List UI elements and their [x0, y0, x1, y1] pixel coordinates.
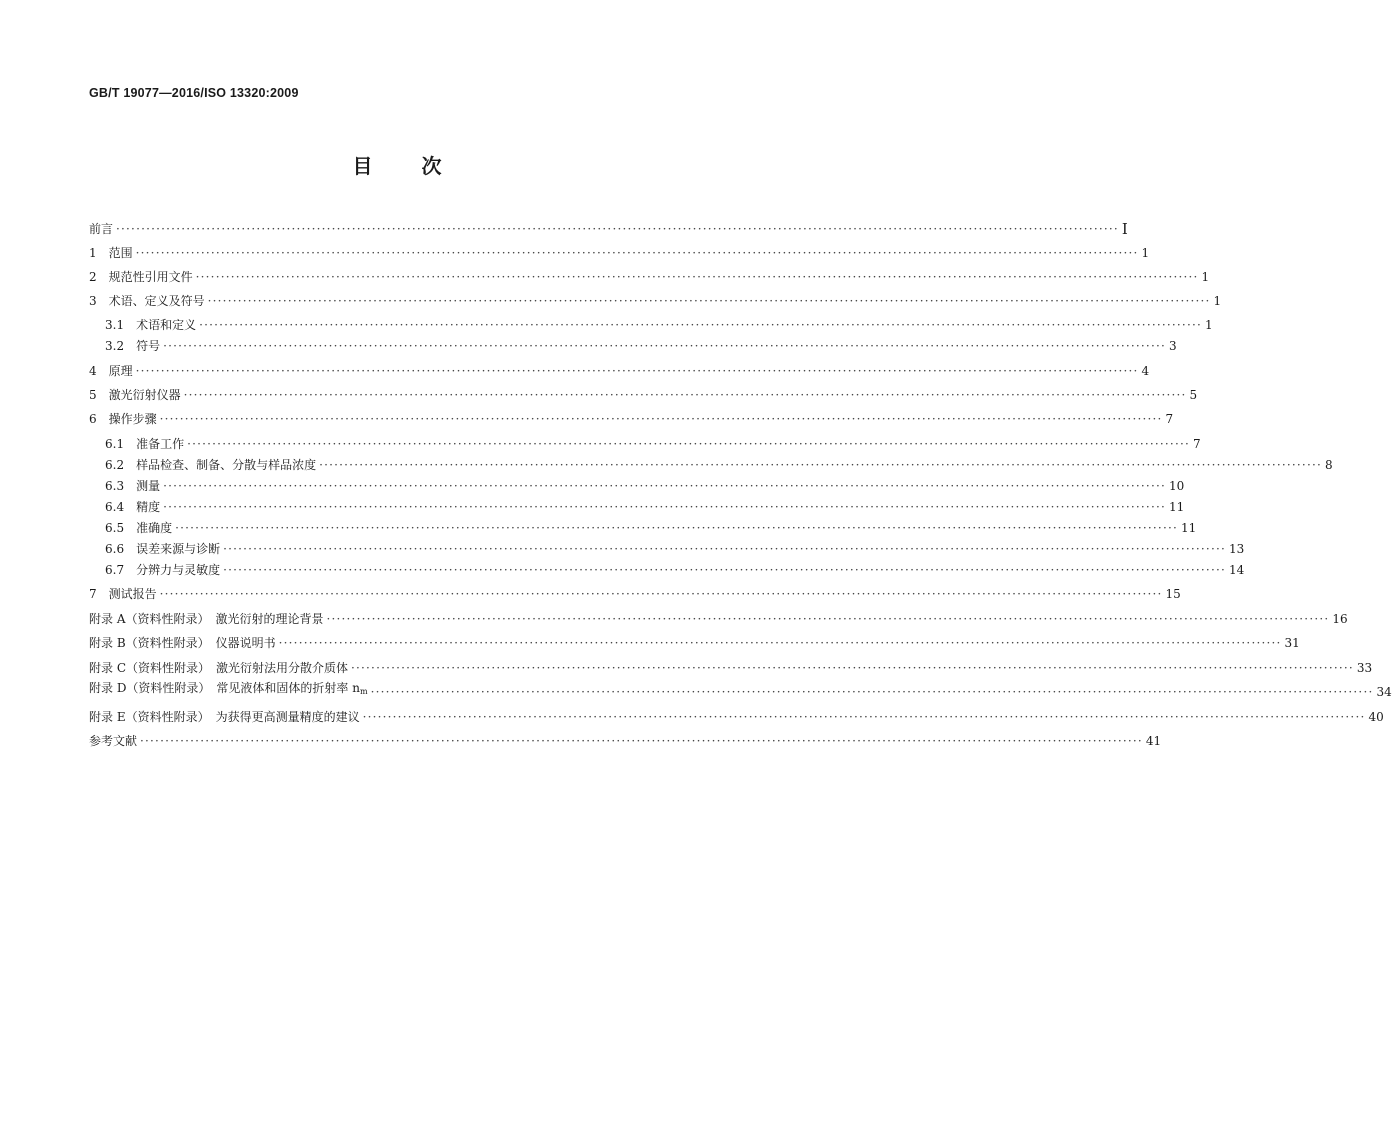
toc-entry-label	[89, 679, 368, 701]
toc-entry-page: 34	[1376, 685, 1392, 699]
toc-entry[interactable]	[89, 386, 1198, 404]
toc-entry-label: 6.2 样品检查、制备、分散与样品浓度	[105, 458, 317, 472]
standard-number: GB/T 19077—2016/ISO 13320:2009	[89, 86, 299, 100]
dot-leader: ········································································································································································································	[163, 339, 1166, 353]
dot-leader: ········································································································································································································	[319, 458, 1322, 472]
toc-entry[interactable]	[89, 244, 1150, 262]
toc-entry-label: 附录 B（资料性附录） 仪器说明书	[89, 636, 276, 650]
toc-entry-label: 3.1 术语和定义	[105, 318, 197, 332]
dot-leader: ········································································································································································································	[187, 437, 1190, 451]
toc-entry[interactable]	[105, 561, 1245, 579]
toc-entry-page: 41	[1145, 734, 1162, 748]
toc-entry[interactable]	[89, 362, 1150, 380]
toc-entry-label: 3 术语、定义及符号	[89, 294, 205, 308]
toc-entry-label: 6 操作步骤	[89, 412, 157, 426]
toc-entry-page: 4	[1141, 364, 1150, 378]
toc-entry[interactable]	[89, 585, 1181, 603]
dot-leader: ········································································································································································································	[183, 388, 1187, 402]
toc-entry[interactable]	[105, 498, 1185, 516]
toc-entry[interactable]	[89, 732, 1162, 750]
toc-entry[interactable]	[105, 337, 1177, 355]
dot-leader: ········································································································································································································	[159, 412, 1163, 426]
dot-leader: ········································································································································································································	[135, 246, 1139, 260]
toc-entry-page: 14	[1228, 563, 1245, 577]
dot-leader: ········································································································································································································	[116, 222, 1119, 236]
dot-leader: ········································································································································································································	[163, 500, 1166, 514]
dot-leader: ········································································································································································································	[223, 563, 1226, 577]
dot-leader: ········································································································································································································	[175, 521, 1178, 535]
toc-entry-page: 3	[1168, 339, 1177, 353]
dot-leader: ········································································································································································································	[351, 661, 1354, 675]
dot-leader: ········································································································································································································	[326, 612, 1330, 626]
toc-entry-page: 16	[1332, 612, 1348, 626]
refractive-index-subscript: m	[359, 687, 368, 696]
toc-entry-page: 1	[1204, 318, 1213, 332]
toc-entry-label: 附录 A（资料性附录） 激光衍射的理论背景	[89, 612, 324, 626]
toc-entry[interactable]	[89, 220, 1128, 238]
toc-entry-page: 10	[1168, 479, 1185, 493]
page-title: 目 次	[352, 154, 442, 178]
toc-entry-page: 8	[1324, 458, 1333, 472]
toc-entry-label: 7 测试报告	[89, 587, 157, 601]
toc-entry-label: 6.1 准备工作	[105, 437, 185, 451]
toc-entry[interactable]	[89, 708, 1384, 726]
toc-entry[interactable]	[89, 410, 1174, 428]
toc-entry-label: 1 范围	[89, 246, 133, 260]
dot-leader: ········································································································································································································	[135, 364, 1139, 378]
toc-entry-page: 15	[1165, 587, 1181, 601]
toc-entry-page: 40	[1368, 710, 1384, 724]
toc-entry[interactable]	[105, 519, 1197, 537]
toc-entry-page: 7	[1192, 437, 1201, 451]
toc-entry[interactable]	[89, 292, 1222, 310]
dot-leader: ········································································································································································································	[370, 685, 1374, 699]
toc-entry-label: 2 规范性引用文件	[89, 270, 193, 284]
toc-entry[interactable]	[105, 477, 1185, 495]
toc-entry-label-text: 附录 D（资料性附录） 常见液体和固体的折射率 n	[89, 681, 360, 695]
toc-entry[interactable]	[89, 634, 1300, 652]
dot-leader: ········································································································································································································	[163, 479, 1166, 493]
toc-entry-page: Ⅰ	[1121, 220, 1128, 238]
toc-entry-page: 11	[1180, 521, 1197, 535]
toc-entry-page: 1	[1201, 270, 1210, 284]
toc-entry-label: 4 原理	[89, 364, 133, 378]
dot-leader: ········································································································································································································	[195, 270, 1199, 284]
toc-entry-page: 13	[1228, 542, 1245, 556]
toc-entry-label: 附录 C（资料性附录） 激光衍射法用分散介质体	[89, 661, 348, 675]
toc-entry-page: 5	[1189, 388, 1198, 402]
toc-entry-label: 6.5 准确度	[105, 521, 173, 535]
dot-leader: ········································································································································································································	[199, 318, 1202, 332]
toc-entry[interactable]	[89, 610, 1348, 628]
toc-entry-label: 参考文献	[89, 734, 138, 748]
toc-entry-page: 31	[1284, 636, 1300, 650]
toc-entry-label: 6.7 分辨力与灵敏度	[105, 563, 221, 577]
toc-entry-page: 7	[1165, 412, 1174, 426]
dot-leader: ········································································································································································································	[140, 734, 1143, 748]
toc-entry-label: 6.6 误差来源与诊断	[105, 542, 221, 556]
toc-entry-page: 33	[1356, 661, 1373, 675]
dot-leader: ········································································································································································································	[207, 294, 1211, 308]
toc-entry[interactable]	[105, 540, 1245, 558]
toc-entry[interactable]	[105, 316, 1213, 334]
toc-entry[interactable]	[89, 268, 1210, 286]
dot-leader: ········································································································································································································	[159, 587, 1163, 601]
toc-entry-label: 6.3 测量	[105, 479, 161, 493]
toc-entry-label: 6.4 精度	[105, 500, 161, 514]
toc-entry[interactable]	[105, 456, 1333, 474]
toc-entry-page: 11	[1168, 500, 1185, 514]
toc-entry-page: 1	[1141, 246, 1150, 260]
dot-leader: ········································································································································································································	[362, 710, 1366, 724]
dot-leader: ········································································································································································································	[223, 542, 1226, 556]
toc-entry-label: 附录 E（资料性附录） 为获得更高测量精度的建议	[89, 710, 360, 724]
toc-entry-label: 5 激光衍射仪器	[89, 388, 181, 402]
toc-entry[interactable]	[105, 435, 1201, 453]
toc-entry-label: 前言	[89, 222, 114, 236]
toc-entry-label: 3.2 符号	[105, 339, 161, 353]
toc-entry[interactable]	[89, 681, 1392, 701]
toc-entry-page: 1	[1213, 294, 1222, 308]
toc-entry[interactable]	[89, 659, 1373, 677]
dot-leader: ········································································································································································································	[278, 636, 1282, 650]
